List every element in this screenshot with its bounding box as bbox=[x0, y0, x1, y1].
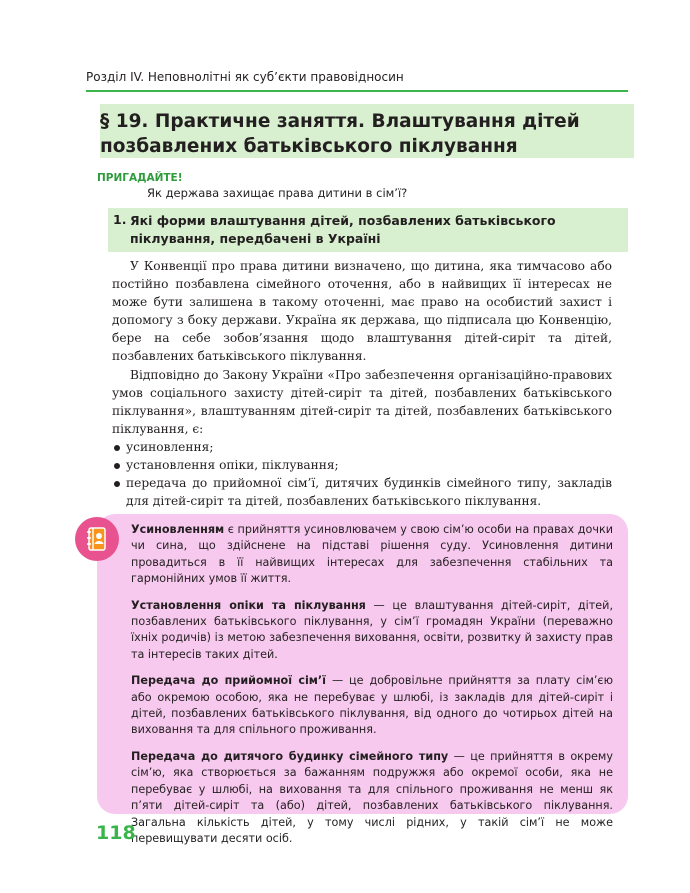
notebook-icon bbox=[75, 517, 119, 561]
list-item: установлення опіки, піклування; bbox=[112, 456, 612, 474]
definition bbox=[131, 749, 613, 847]
definitions-text bbox=[131, 522, 613, 857]
list-item: передача до прийомної сім’ї, дитячих будинків сімейного типу, закладів для дітей-сиріт та дітей, позбавлених батьківського піклування. bbox=[112, 474, 612, 510]
list-item: усиновлення; bbox=[112, 438, 612, 456]
header-divider bbox=[86, 90, 628, 92]
definition-body: є прийняття усиновлювачем у свою сім’ю особи на правах дочки чи сина, що здійснене на підставі рішення суду. Усиновлення дитини провадиться в її найвищих інтересах для забезпечення стабільних та гармонійних умов її життя. bbox=[131, 523, 613, 586]
definition-term: Усиновленням bbox=[131, 523, 225, 536]
remember-label: ПРИГАДАЙТЕ! bbox=[97, 172, 183, 184]
definition bbox=[131, 522, 613, 588]
question-number: 1. bbox=[113, 212, 127, 227]
definition-body: — це прийняття в окрему сім’ю, яка створюється за бажанням подружжя або окремої особи, яка не перебуває у шлюбі, на виховання та для спільного проживання не менш як п’яти дітей-сиріт та (або) дітей, позбавлених батьківського піклування. Загальна кількість дітей, у тому числі рідних, у такій сім’ї не може перевищувати десяти осіб. bbox=[131, 749, 613, 845]
placement-forms-list bbox=[112, 438, 612, 510]
definition-body: — це влаштування дітей-сиріт, дітей, позбавлених батьківського піклування, у сім’ї громадян України (переважно їхніх родичів) із метою забезпечення виховання, освіти, розвитку й захисту прав та інтересів таких дітей. bbox=[131, 598, 614, 661]
notebook-icon-graphic bbox=[85, 526, 109, 552]
section-title: § 19. Практичне заняття. Влаштування дітей позбавлених батьківського піклування bbox=[100, 111, 580, 157]
paragraph: Відповідно до Закону України «Про забезпечення організаційно-правових умов соціального захисту дітей-сиріт та дітей, позбавлених батьківського піклування», влаштуванням дітей-сиріт та дітей, позбавлених батьківського піклування, є: bbox=[112, 367, 612, 436]
definition bbox=[131, 673, 613, 739]
definition-term: Передача до дитячого будинку сімейного типу bbox=[131, 749, 449, 763]
paragraph: У Конвенції про права дитини визначено, що дитина, яка тимчасово або постійно позбавлена сімейного оточення, або в найвищих її інтересах не може бути залишена в такому оточенні, має право на особистий захист і допомогу з боку держави. Україна як держава, що підписала цю Конвенцію, бере на себе зобов’язання щодо влаштування дітей-сиріт та дітей, позбавлених батьківського піклування. bbox=[112, 259, 612, 364]
question-heading: Які форми влаштування дітей, позбавлених батьківського піклування, передбачені в Україні bbox=[130, 213, 556, 246]
body-text bbox=[112, 257, 612, 510]
definition-body: — це добровільне прийняття за плату сім’єю або окремою особою, яка не перебуває у шлюбі, із закладів для дітей-сиріт і дітей, позбавлених батьківського піклування, від одного до чотирьох дітей на виховання та для спільного проживання. bbox=[131, 674, 613, 737]
definition-term: Передача до прийомної сім’ї bbox=[131, 674, 327, 688]
page-number: 118 bbox=[96, 822, 136, 844]
definition bbox=[131, 598, 613, 664]
remember-question: Як держава захищає права дитини в сім’ї? bbox=[147, 186, 408, 200]
running-header: Розділ IV. Неповнолітні як суб’єкти правовідносин bbox=[86, 70, 404, 84]
definition-term: Установлення опіки та піклування bbox=[131, 598, 366, 612]
